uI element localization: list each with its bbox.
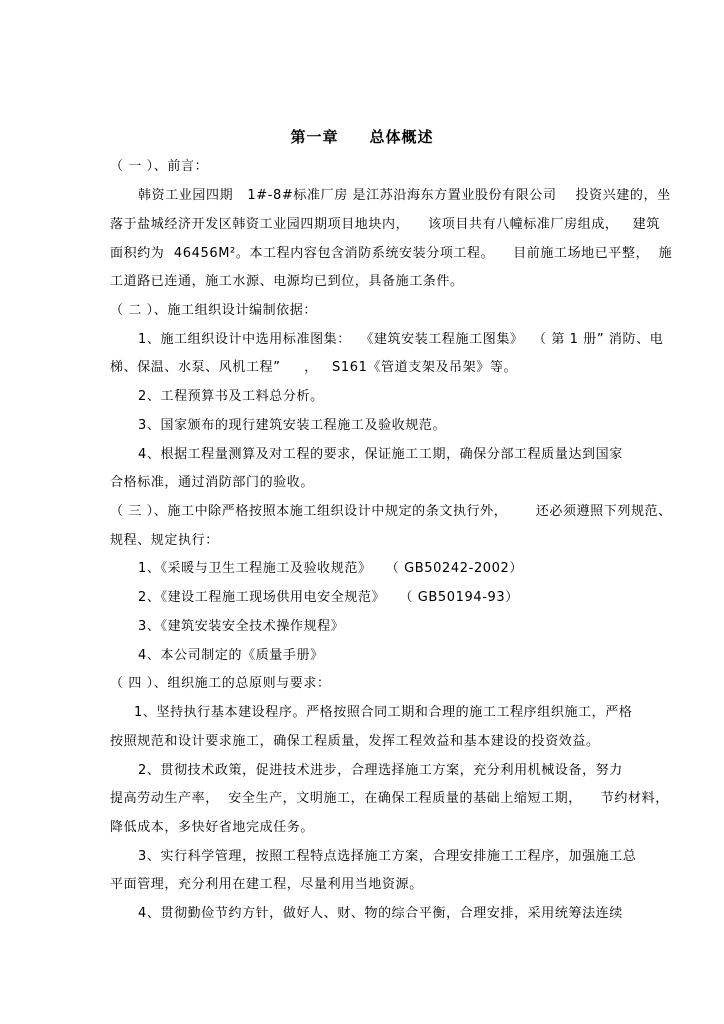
list-item-continuation: 降低成本，多快好省地完成任务。 [110,820,315,835]
list-item: 1、《采暖与卫生工程施工及验收规范》 （ GB50242-2002） [138,561,524,576]
section-heading-1: （ 一 ）、前言： [110,159,209,174]
list-item: 3、《建筑安装安全技术操作规程》 [138,619,345,634]
list-item-continuation: 提高劳动生产率， 安全生产，文明施工，在确保工程质量的基础上缩短工期， 节约材料， [110,791,669,806]
paragraph-line: 韩资工业园四期 1#-8#标准厂房 是江苏沿海东方置业股份有限公司 投资兴建的，坐 [138,188,671,203]
list-item: 3、国家颁布的现行建筑安装工程施工及验收规范。 [138,418,447,433]
list-item: 4、本公司制定的《质量手册》 [138,648,324,663]
list-item-continuation: 按照规范和设计要求施工，确保工程质量，发挥工程效益和基本建设的投资效益。 [110,734,600,749]
chapter-title: 第一章 总体概述 [290,128,434,146]
section-heading-2: （ 二 ）、施工组织设计编制依据： [110,303,317,318]
list-item: 3、实行科学管理，按照工程特点选择施工方案，合理安排施工工程序，加强施工总 [138,849,637,864]
list-item: 4、根据工程量测算及对工程的要求，保证施工工期，确保分部工程质量达到国家 [138,447,623,462]
section-heading-4: （ 四 ）、组织施工的总原则与要求： [110,676,331,691]
list-item: 4、贯彻勤俭节约方针，做好人、财、物的综合平衡，合理安排，采用统筹法连续 [138,906,623,921]
list-item: 2、贯彻技术政策，促进技术进步，合理选择施工方案，充分利用机械设备，努力 [138,763,623,778]
list-item-continuation: 梯、保温、水泵、风机工程” ， S161《管道支架及吊架》等。 [110,360,518,375]
section-heading-3: （ 三 ）、施工中除严格按照本施工组织设计中规定的条文执行外， 还必须遵照下列规范、 [110,504,672,519]
list-item: 2、《建设工程施工现场供用电安全规范》 （ GB50194-93） [138,590,519,605]
list-item: 1、施工组织设计中选用标准图集： 《建筑安装工程施工图集》 （ 第 1 册” 消防、电 [138,332,664,347]
list-item-continuation: 合格标准，通过消防部门的验收。 [110,475,315,490]
list-item: 1、坚持执行基本建设程序。严格按照合同工期和合理的施工工程序组织施工，严格 [134,705,633,720]
list-item-continuation: 平面管理，充分利用在建工程，尽量利用当地资源。 [110,877,423,892]
section-heading-continuation: 规程、规定执行： [110,533,219,548]
paragraph-line: 工道路已连通，施工水源、电源均已到位，具备施工条件。 [110,274,464,289]
paragraph-line: 面积约为 46456M²。本工程内容包含消防系统安装分项工程。 目前施工场地已平整， 施 [110,246,673,261]
list-item: 2、工程预算书及工料总分析。 [138,389,324,404]
paragraph-line: 落于盐城经济开发区韩资工业园四期项目地块内， 该项目共有八幢标准厂房组成， 建筑 [110,217,660,232]
